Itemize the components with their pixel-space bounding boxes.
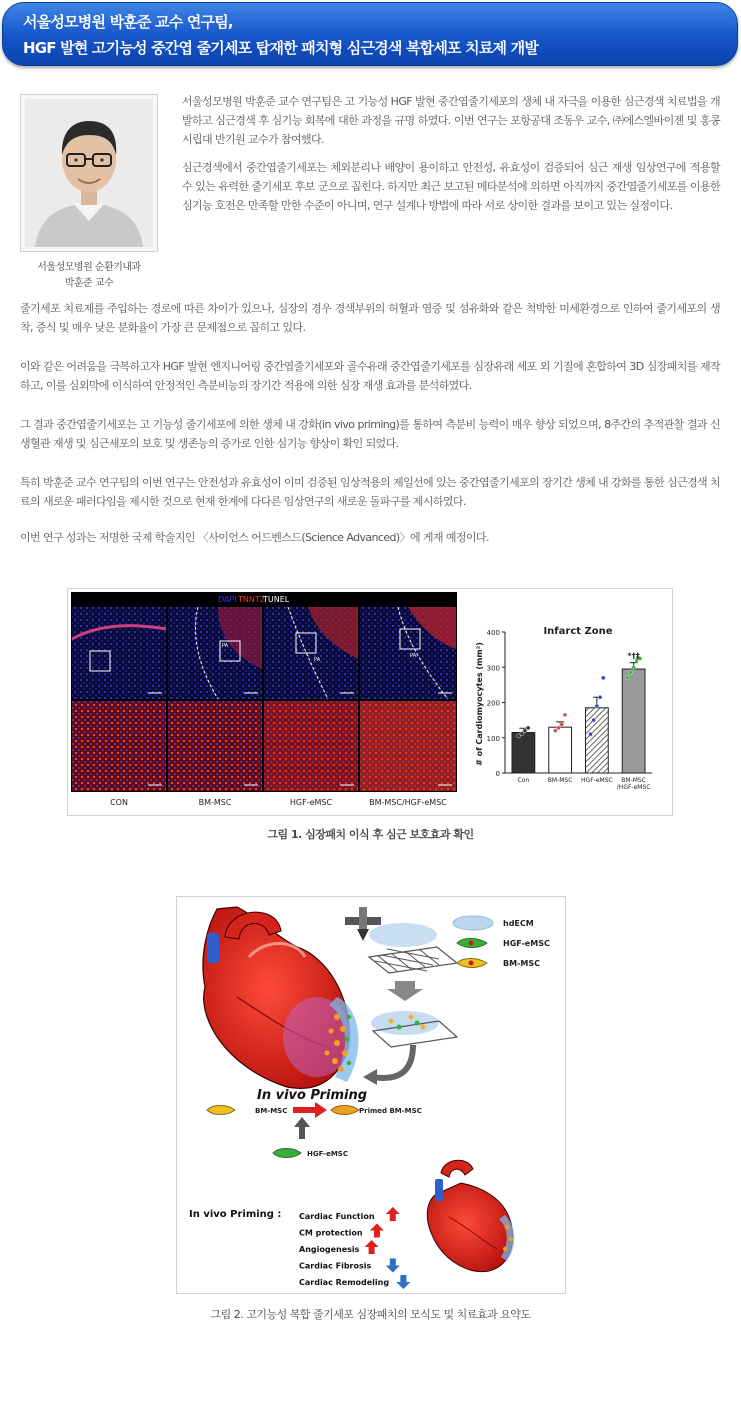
body-paragraph-2: 이와 같은 어려움을 극복하고자 HGF 발현 엔지니어링 중간엽줄기세포와 골수유래 중간엽줄기세포를 심장유래 세포 외 기질에 혼합하여 3D 심장패치를 제작하고, 이를 심외막에 이식하여 안정적인 측분비능의 장기간 적용에 의한 심장 재생 효과를 분석하였다. bbox=[20, 360, 720, 392]
stain-label-dapi: DAPI bbox=[218, 595, 237, 604]
photo-caption-affiliation: 서울성모병원 순환기내과 bbox=[37, 262, 141, 273]
chart-bar bbox=[585, 708, 608, 773]
photo-caption-name: 박훈준 교수 bbox=[64, 278, 114, 289]
chart-data-point bbox=[592, 718, 596, 722]
chart-y-tick-label: 300 bbox=[486, 664, 500, 673]
chart-data-point bbox=[563, 713, 567, 717]
chart-y-tick-label: 400 bbox=[486, 629, 500, 637]
figure-2 bbox=[176, 896, 566, 1294]
title-line-1: 서울성모병원 박훈준 교수 연구팀, bbox=[23, 13, 233, 31]
intro-paragraph-1: 서울성모병원 박훈준 교수 연구팀은 고 기능성 HGF 발현 중간엽줄기세포의 생체 내 자극을 이용한 심근경색 치료법을 개발하고 심근경색 후 심기능 회복에 대한 과정을 규명 하였다. 이번 연구는 포항공대 조동우 교수, ㈜에스엘바이젠 및 홍콩시립대 반기원 교수가 참여했다. bbox=[182, 95, 720, 146]
chart-data-point bbox=[625, 676, 629, 680]
body-paragraph-3: 그 결과 중간엽줄기세포는 고 기능성 줄기세포에 의한 생체 내 강화(in vivo priming)를 통하여 측분비 능력이 매우 향상 되었으며, 8주간의 추적관찰 결과 신생혈관 재생 및 심근세포의 보호 및 생존능의 증가로 인한 심기능 향상이 확인 되었다. bbox=[20, 418, 720, 450]
priming-diagram bbox=[207, 1102, 422, 1158]
summary-label: In vivo Priming : bbox=[189, 1209, 282, 1220]
chart-data-point bbox=[598, 695, 602, 699]
priming-hgf-label: HGF-eMSC bbox=[307, 1150, 348, 1158]
in-vivo-priming-title: In vivo Priming bbox=[257, 1088, 368, 1103]
priming-bm-msc-label: BM-MSC bbox=[255, 1107, 288, 1115]
micrograph-top-row bbox=[72, 607, 456, 699]
stain-label-tunel: TUNEL bbox=[263, 595, 290, 604]
chart-y-tick-label: 100 bbox=[486, 734, 500, 743]
figure-2-graphic bbox=[177, 897, 565, 1293]
priming-primed-label: Primed BM-MSC bbox=[359, 1107, 422, 1115]
arrow-up-icon bbox=[386, 1207, 400, 1221]
chart-x-tick-label: BM-MSC bbox=[621, 777, 646, 784]
title-line-2: HGF 발현 고기능성 중간엽 줄기세포 탑재한 패치형 심근경색 복합세포 치료제 개발 bbox=[23, 39, 539, 57]
chart-data-point bbox=[560, 722, 564, 726]
portrait-image bbox=[25, 99, 153, 247]
chart-data-point bbox=[520, 732, 524, 736]
chart-title: Infarct Zone bbox=[543, 626, 613, 637]
panel-label-bm-msc: BM-MSC bbox=[198, 798, 232, 807]
legend-hdecm: hdECM bbox=[503, 919, 534, 928]
arrow-up-icon bbox=[365, 1240, 379, 1254]
arrow-up-icon bbox=[370, 1224, 384, 1238]
chart-x-tick-label: /HGF-eMSC bbox=[616, 784, 651, 791]
panel-label-con: CON bbox=[110, 798, 128, 807]
chart-data-point bbox=[523, 729, 527, 733]
chart-bar bbox=[549, 727, 572, 773]
figure-2-caption: 그림 2. 고기능성 복합 줄기세포 심장패치의 모식도 및 치료효과 요약도 bbox=[210, 1308, 531, 1321]
stain-label-tnnt2: TNNT2 bbox=[238, 595, 265, 604]
chart-data-point bbox=[526, 726, 530, 730]
figure-1-caption: 그림 1. 심장패치 이식 후 심근 보호효과 확인 bbox=[267, 828, 474, 841]
chart-data-point bbox=[632, 665, 636, 669]
effect-label: CM protection bbox=[299, 1228, 363, 1238]
micrograph-bottom-row bbox=[72, 701, 456, 791]
panel-label-hgf-emsc: HGF-eMSC bbox=[289, 798, 333, 807]
chart-bar bbox=[622, 669, 645, 773]
body-paragraph-5: 이번 연구 성과는 저명한 국제 학술지인 〈사이언스 어드벤스드(Science Advanced)〉에 게재 예정이다. bbox=[20, 531, 489, 544]
pa-label: PA bbox=[314, 657, 321, 663]
small-heart-illustration bbox=[427, 1160, 514, 1271]
figure-2-legend bbox=[453, 916, 550, 968]
chart-y-axis-label: # of Cardiomyocytes (mm²) bbox=[475, 642, 484, 766]
chart-data-point bbox=[595, 704, 599, 708]
legend-bm-msc: BM-MSC bbox=[503, 959, 540, 968]
heart-illustration bbox=[203, 907, 359, 1088]
chart-x-tick-label: Con bbox=[517, 777, 530, 784]
effect-label: Cardiac Remodeling bbox=[299, 1278, 390, 1287]
chart-x-tick-label: HGF-eMSC bbox=[581, 777, 613, 784]
chart-y-tick-label: 0 bbox=[495, 770, 500, 778]
chart-data-point bbox=[557, 726, 561, 730]
intro-paragraph-2: 심근경색에서 중간엽줄기세포는 체외분리나 배양이 용이하고 안전성, 유효성이 검증되어 심근 재생 임상연구에 적용할 수 있는 유력한 줄기세포 후보 군으로 꼽힌다. 하지만 최근 보고된 메타분석에 의하면 아직까지 중간엽줄기세포를 이용한 심기능 호전은 만족할 만한 수준이 아니며, 연구 설계나 방법에 따라 서로 상이한 결과를 보이고 있는 실정이다. bbox=[182, 161, 720, 212]
effect-label: Cardiac Function bbox=[299, 1212, 375, 1221]
figure-1 bbox=[67, 588, 673, 816]
arrow-down-icon bbox=[386, 1259, 400, 1273]
effect-label: Angiogenesis bbox=[299, 1245, 360, 1254]
chart-x-tick-label: BM-MSC bbox=[547, 777, 573, 784]
chart-data-point bbox=[588, 732, 592, 736]
arrow-down-icon bbox=[396, 1275, 410, 1289]
panel-label-combo: BM-MSC/HGF-eMSC bbox=[369, 798, 447, 807]
title-banner bbox=[2, 2, 738, 66]
bioprinter-illustration bbox=[345, 907, 457, 1085]
pa-label: PA bbox=[410, 653, 417, 659]
chart-significance-label: *†‡ bbox=[627, 651, 640, 661]
pa-label: PA bbox=[222, 643, 229, 649]
chart-data-point bbox=[601, 676, 605, 680]
body-paragraph-1: 줄기세포 치료제를 주입하는 경로에 따른 차이가 있으나, 심장의 경우 경색부위의 허혈과 염증 및 섬유화와 같은 척박한 미세환경으로 인하여 줄기세포의 생착, 증식 및 매우 낮은 분화율이 가장 큰 문제점으로 꼽히고 있다. bbox=[20, 302, 720, 334]
chart-data-point bbox=[553, 729, 557, 733]
infarct-zone-bar-chart bbox=[475, 626, 652, 791]
professor-photo bbox=[20, 94, 158, 252]
body-paragraph-4: 특히 박훈준 교수 연구팀의 이번 연구는 안전성과 유효성이 이미 검증된 임상적용의 제일선에 있는 중간엽줄기세포의 장기간 생체 내 강화를 통한 심근경색 치료의 새로운 패러다임을 제시한 것으로 현재 한계에 다다른 임상연구의 새로운 돌파구를 제시하였다. bbox=[20, 476, 720, 508]
chart-data-point bbox=[628, 671, 632, 675]
photo-caption bbox=[16, 260, 162, 292]
figure-1-graphic bbox=[68, 589, 672, 815]
legend-hgf-emsc: HGF-eMSC bbox=[503, 939, 550, 948]
chart-bar bbox=[512, 732, 535, 773]
chart-y-tick-label: 200 bbox=[486, 699, 500, 708]
effects-list bbox=[299, 1207, 410, 1289]
effect-label: Cardiac Fibrosis bbox=[299, 1261, 372, 1271]
